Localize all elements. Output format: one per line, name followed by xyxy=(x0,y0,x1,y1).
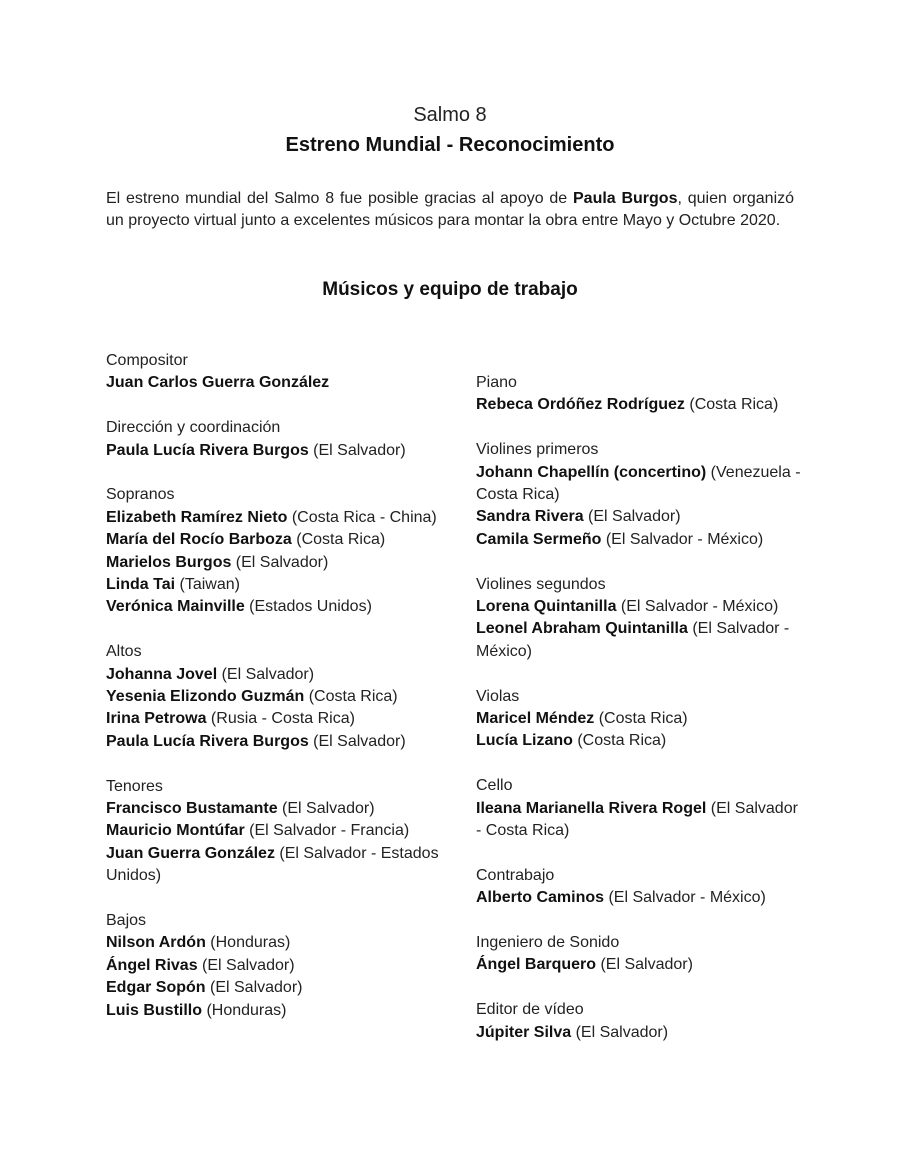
member-name: Ileana Marianella Rivera Rogel xyxy=(476,799,707,817)
credit-role: Piano xyxy=(476,374,517,391)
credit-member xyxy=(106,686,456,708)
member-origin: (El Salvador) xyxy=(217,665,315,683)
credit-group xyxy=(476,775,806,842)
credit-group xyxy=(476,686,806,753)
credit-group xyxy=(476,574,806,664)
credit-member xyxy=(106,731,456,753)
member-origin: (El Salvador - México) xyxy=(604,889,766,907)
credits-right-column xyxy=(476,372,806,1066)
credit-role: Compositor xyxy=(106,352,188,369)
credit-role: Ingeniero de Sonido xyxy=(476,934,620,952)
credit-group xyxy=(476,865,806,910)
member-name: Paula Lucía Rivera Burgos xyxy=(106,732,309,750)
member-name: Johanna Jovel xyxy=(106,665,218,683)
credit-member xyxy=(106,529,456,551)
credit-member xyxy=(476,798,806,843)
document-title: Salmo 8 xyxy=(413,104,487,126)
credit-member xyxy=(476,887,806,909)
credit-member xyxy=(106,798,456,820)
member-origin: (El Salvador) xyxy=(583,508,681,526)
credit-role: Sopranos xyxy=(106,486,175,504)
member-name: Mauricio Montúfar xyxy=(106,822,245,840)
credit-member xyxy=(106,1000,456,1022)
credit-group xyxy=(476,372,806,417)
credit-role: Violines primeros xyxy=(476,441,599,459)
member-name: Maricel Méndez xyxy=(476,710,595,728)
member-origin: (Estados Unidos) xyxy=(244,598,372,616)
member-name: Marielos Burgos xyxy=(106,553,232,571)
member-name: Camila Sermeño xyxy=(476,530,602,548)
member-origin: (Costa Rica) xyxy=(572,732,667,750)
credit-group xyxy=(476,932,806,977)
member-origin: (Costa Rica) xyxy=(594,710,688,728)
member-origin: (Rusia - Costa Rica) xyxy=(206,710,355,728)
credit-member xyxy=(106,955,456,977)
member-origin: (Costa Rica) xyxy=(291,531,386,549)
intro-text-start: El estreno mundial del Salmo 8 fue posible gracias al apoyo de xyxy=(106,190,573,207)
credit-group xyxy=(106,641,456,753)
member-origin: (El Salvador - México) xyxy=(601,530,764,548)
member-origin: (El Salvador - México) xyxy=(476,620,790,660)
credit-group xyxy=(106,910,456,1022)
credit-member xyxy=(106,664,456,686)
credit-member xyxy=(106,596,456,618)
credit-member xyxy=(106,977,456,999)
credit-group xyxy=(106,417,456,462)
credit-member xyxy=(476,1022,806,1044)
member-name: Johann Chapellín (concertino) xyxy=(476,463,707,481)
member-name: Rebeca Ordóñez Rodríguez xyxy=(476,396,685,414)
credit-role: Tenores xyxy=(106,777,163,795)
credits-heading: Músicos y equipo de trabajo xyxy=(322,279,578,300)
member-name: Ángel Barquero xyxy=(476,956,597,974)
credit-member xyxy=(476,730,806,752)
member-name: Leonel Abraham Quintanilla xyxy=(476,620,688,638)
member-origin: (El Salvador - México) xyxy=(616,598,779,616)
member-name: Verónica Mainville xyxy=(106,598,245,616)
member-origin: (El Salvador - Costa Rica) xyxy=(476,799,798,840)
member-name: Irina Petrowa xyxy=(106,710,207,728)
member-origin: (El Salvador) xyxy=(308,441,406,459)
member-name: Elizabeth Ramírez Nieto xyxy=(106,508,288,526)
credit-member xyxy=(476,529,806,551)
member-name: Yesenia Elizondo Guzmán xyxy=(106,688,305,706)
credit-member xyxy=(476,462,806,507)
credit-member xyxy=(106,372,456,394)
credit-member xyxy=(476,596,806,618)
member-name: Juan Carlos Guerra González xyxy=(106,374,330,392)
member-name: Lucía Lizano xyxy=(476,732,573,750)
member-origin: (El Salvador - Estados Unidos) xyxy=(106,844,439,885)
member-origin: (El Salvador - Francia) xyxy=(244,822,410,840)
member-origin: (El Salvador) xyxy=(197,956,295,974)
credit-group xyxy=(106,350,456,395)
member-origin: (Costa Rica) xyxy=(304,688,398,706)
member-name: Nilson Ardón xyxy=(106,934,206,952)
credit-member xyxy=(106,820,456,842)
credit-role: Violines segundos xyxy=(476,575,606,593)
member-origin: (Costa Rica) xyxy=(684,396,779,414)
credit-member xyxy=(476,954,806,976)
credit-member xyxy=(106,552,456,574)
credit-member xyxy=(476,506,806,528)
credit-role: Contrabajo xyxy=(476,866,555,884)
member-name: Lorena Quintanilla xyxy=(476,598,617,616)
document-subtitle: Estreno Mundial - Reconocimiento xyxy=(285,134,615,156)
credit-member xyxy=(476,708,806,730)
member-name: Linda Tai xyxy=(106,576,176,594)
member-origin: (Venezuela - Costa Rica) xyxy=(476,463,801,504)
member-origin: (El Salvador) xyxy=(596,956,693,974)
credit-role: Cello xyxy=(476,777,513,795)
member-name: Ángel Rivas xyxy=(106,956,198,974)
credit-member xyxy=(106,843,456,888)
member-name: Júpiter Silva xyxy=(476,1023,572,1041)
credit-group xyxy=(476,999,806,1044)
member-origin: (Honduras) xyxy=(202,1001,287,1019)
credit-group xyxy=(106,484,456,618)
member-origin: (Honduras) xyxy=(205,934,291,952)
credit-role: Editor de vídeo xyxy=(476,1001,584,1019)
member-origin: (El Salvador) xyxy=(231,553,329,571)
credit-group xyxy=(476,439,806,551)
member-name: Paula Lucía Rivera Burgos xyxy=(106,441,309,459)
intro-highlight-name: Paula Burgos xyxy=(573,190,678,207)
credit-member xyxy=(106,440,456,462)
intro-paragraph xyxy=(106,188,794,232)
credit-member xyxy=(106,507,456,529)
member-name: Juan Guerra González xyxy=(106,844,275,862)
intro-text-end: , quien organizó un proyecto virtual junto a excelentes músicos para montar la obra entre Mayo y Octubre 2020. xyxy=(106,190,795,229)
credit-role: Violas xyxy=(476,687,520,705)
credit-member xyxy=(106,708,456,730)
member-origin: (Costa Rica - China) xyxy=(287,508,437,526)
credit-member xyxy=(106,574,456,596)
credit-role: Dirección y coordinación xyxy=(106,419,281,437)
credit-member xyxy=(106,932,456,954)
member-name: Luis Bustillo xyxy=(106,1001,202,1019)
member-name: Sandra Rivera xyxy=(476,508,584,526)
credit-role: Altos xyxy=(106,643,142,661)
credit-member xyxy=(476,618,806,663)
member-origin: (El Salvador) xyxy=(308,732,406,750)
credit-role: Bajos xyxy=(106,912,147,930)
member-name: Alberto Caminos xyxy=(476,889,605,907)
credits-left-column xyxy=(106,350,456,1045)
member-name: Francisco Bustamante xyxy=(106,800,278,818)
member-name: María del Rocío Barboza xyxy=(106,531,292,549)
member-origin: (El Salvador) xyxy=(571,1023,669,1041)
member-name: Edgar Sopón xyxy=(106,979,206,997)
member-origin: (El Salvador) xyxy=(205,979,303,997)
member-origin: (Taiwan) xyxy=(175,576,240,594)
credit-member xyxy=(476,394,806,416)
credit-group xyxy=(106,776,456,888)
member-origin: (El Salvador) xyxy=(277,800,375,818)
